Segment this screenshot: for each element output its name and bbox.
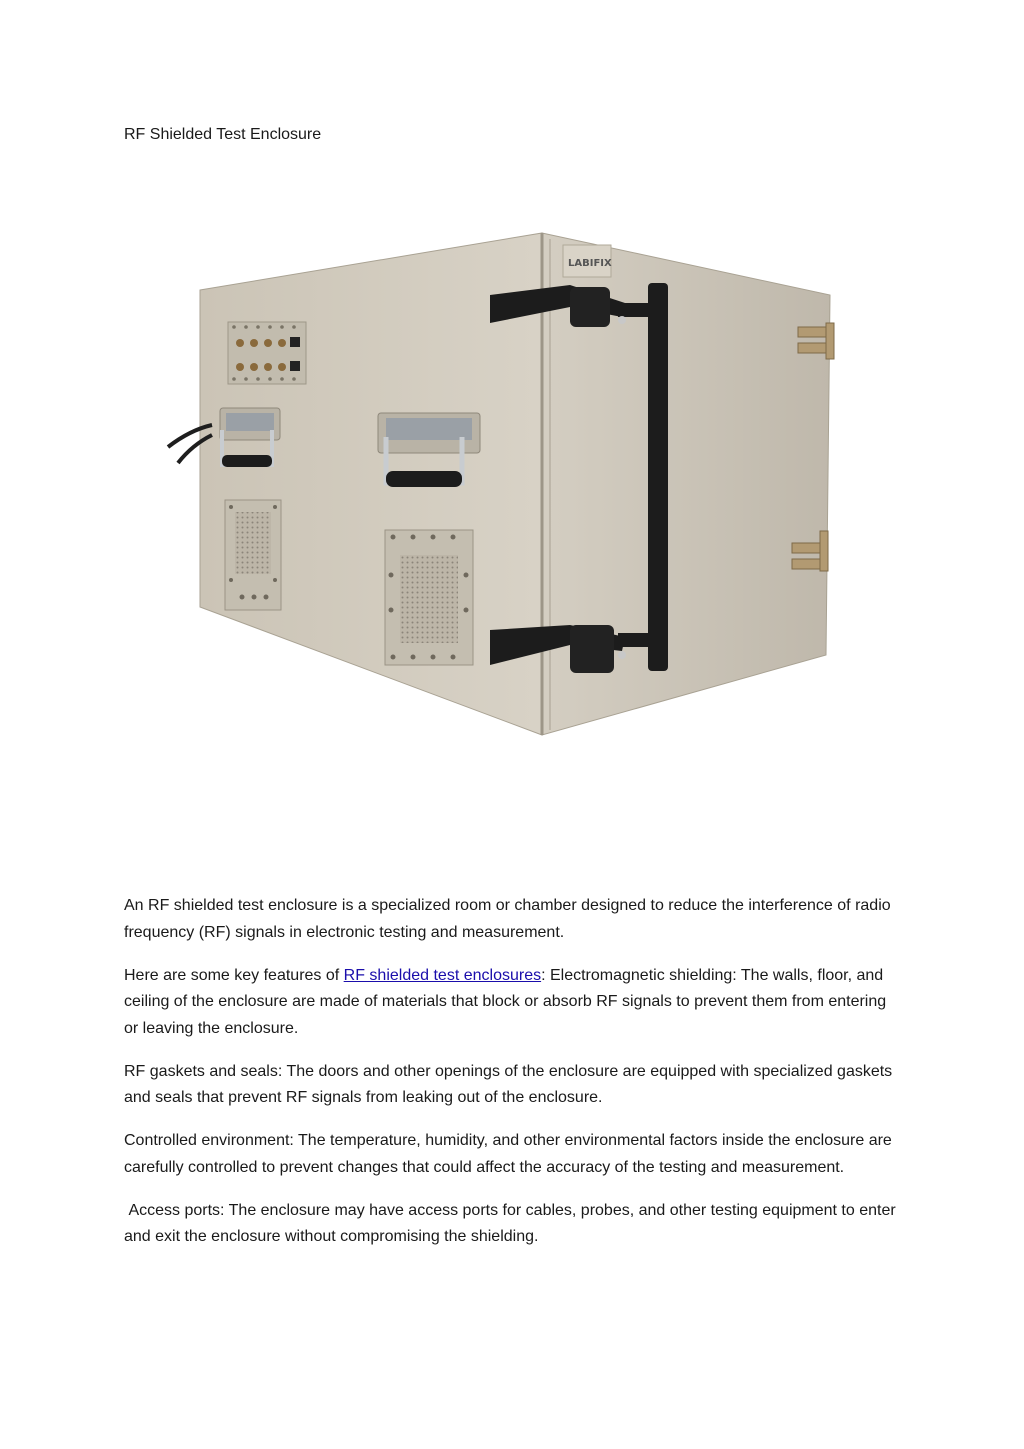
paragraph-key-features [124, 963, 904, 1043]
rf-shielded-enclosures-link[interactable]: RF shielded test enclosures [343, 966, 542, 984]
rf-enclosure-illustration [150, 225, 850, 745]
labifix-logo [563, 245, 612, 277]
product-image [150, 225, 850, 745]
page-title: RF Shielded Test Enclosure [124, 126, 322, 143]
paragraph-intro: An RF shielded test enclosure is a specialized room or chamber designed to reduce the interference of radio frequency (RF) signals in electronic testing and measurement. [124, 897, 891, 941]
body-text [124, 893, 904, 1267]
svg-text:LABIFIX: LABIFIX [568, 258, 612, 269]
paragraph-key-features-lead: Here are some key features of [124, 966, 344, 984]
paragraph-controlled-environment: Controlled environment: The temperature, humidity, and other environmental factors inside the enclosure are carefully controlled to prevent changes that could affect the accuracy of the testing and measurement. [124, 1132, 892, 1176]
paragraph-gaskets: RF gaskets and seals: The doors and other openings of the enclosure are equipped with specialized gaskets and seals that prevent RF signals from leaking out of the enclosure. [124, 1062, 893, 1106]
vent-left-icon [225, 500, 281, 610]
vent-right-icon [385, 530, 473, 665]
paragraph-key-features-rest: : Electromagnetic shielding: The walls, floor, and ceiling of the enclosure are made of materials that block or absorb RF signals to prevent them from entering or leaving the enclosure. [124, 966, 887, 1037]
handle-left-icon [220, 408, 280, 467]
paragraph-access-ports: Access ports: The enclosure may have access ports for cables, probes, and other testing equipment to enter and exit the enclosure without compromising the shielding. [124, 1201, 901, 1245]
connector-panel-icon [228, 322, 306, 384]
